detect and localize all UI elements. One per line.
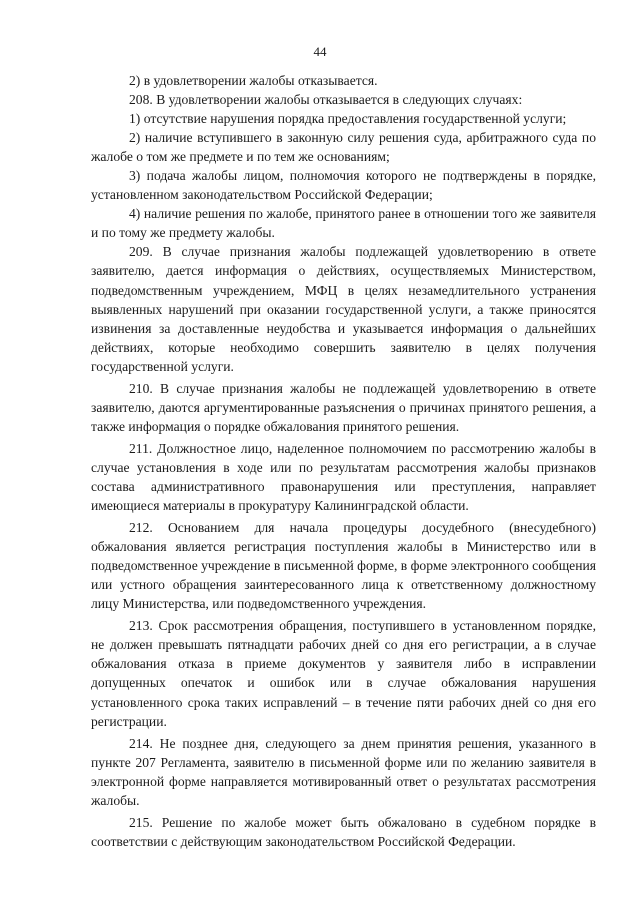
paragraph-209: 209. В случае признания жалобы подлежащей удовлетворению в ответе заявителю, дается информация о действиях, осуществляемых Министерством, подведомственным учреждением, МФЦ в целях незамедлительного устранения выявленных нарушений при оказании государственной услуги, а также приносятся извинения за доставленные неудобства и указывается информация о дальнейших действиях, которые необходимо совершить заявителю в целях получения государственной услуги. bbox=[91, 244, 596, 374]
paragraph-refusal-outcome: 2) в удовлетворении жалобы отказывается. bbox=[129, 73, 378, 88]
list-item-208-4: 4) наличие решения по жалобе, принятого ранее в отношении того же заявителя и по тому же предмету жалобы. bbox=[91, 206, 596, 241]
paragraph-215: 215. Решение по жалобе может быть обжаловано в судебном порядке в соответствии с действующим законодательством Российской Федерации. bbox=[91, 814, 596, 849]
page-number: 44 bbox=[313, 44, 327, 59]
list-item-208-3: 3) подача жалобы лицом, полномочия которого не подтверждены в порядке, установленном законодательством Российской Федерации; bbox=[91, 168, 596, 203]
paragraph-210: 210. В случае признания жалобы не подлежащей удовлетворению в ответе заявителю, даются аргументированные разъяснения о причинах принятого решения, а также информация о порядке обжалования принятого решения. bbox=[91, 380, 596, 434]
paragraph-211: 211. Должностное лицо, наделенное полномочием по рассмотрению жалобы в случае установления в ходе или по результатам рассмотрения жалобы признаков состава административного правонарушения или преступления, направляет имеющиеся материалы в прокуратуру Калининградской области. bbox=[91, 440, 596, 514]
list-item-208-2: 2) наличие вступившего в законную силу решения суда, арбитражного суда по жалобе о том же предмете и по тем же основаниям; bbox=[91, 130, 596, 165]
list-item-208-1: 1) отсутствие нарушения порядка предоставления государственной услуги; bbox=[129, 111, 567, 127]
paragraph-213: 213. Срок рассмотрения обращения, поступившего в установленном порядке, не должен превышать пятнадцати рабочих дней со дня его регистрации, а в случае обжалования отказа в приеме документов у заявителя либо в исправлении допущенных опечаток и ошибок или в случае обжалования нарушения установленного срока таких исправлений – в течение пяти рабочих дней со дня его регистрации. bbox=[91, 618, 596, 729]
paragraph-214: 214. Не позднее дня, следующего за днем принятия решения, указанного в пункте 207 Регламента, заявителю в письменной форме или по желанию заявителя в электронной форме направляется мотивированный ответ о результатах рассмотрения жалобы. bbox=[91, 735, 596, 808]
paragraph-208: 208. В удовлетворении жалобы отказывается в следующих случаях: bbox=[129, 92, 523, 108]
document-body bbox=[91, 71, 596, 851]
paragraph-212: 212. Основанием для начала процедуры досудебного (внесудебного) обжалования является регистрация поступления жалобы в Министерство или в подведомственное учреждение в письменной форме, в форме электронного сообщения или устного обращения заинтересованного лица к ответственному должностному лицу Министерства, или подведомственного учреждения. bbox=[91, 520, 597, 612]
